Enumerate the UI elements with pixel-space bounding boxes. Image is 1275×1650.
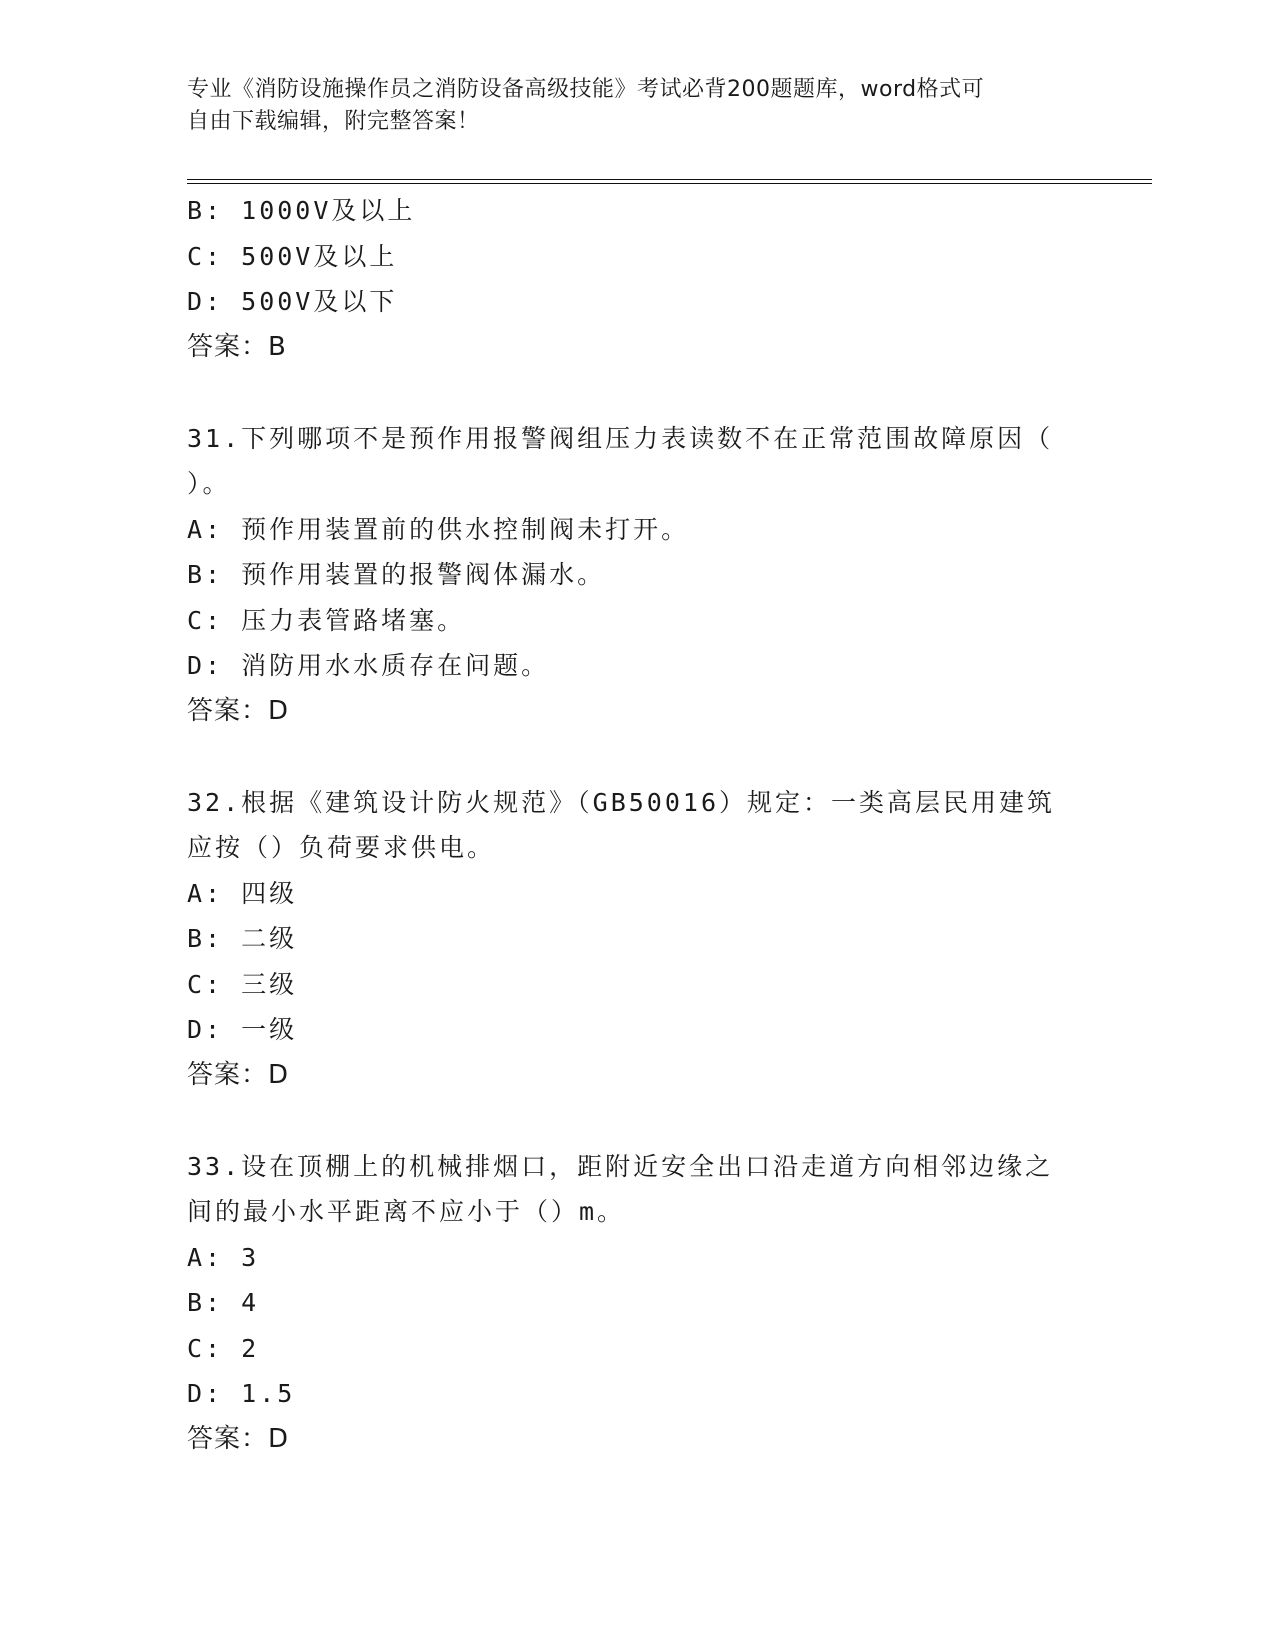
option-c: C: 三级 bbox=[187, 969, 298, 999]
question-text-line-2: 间的最小水平距离不应小于（）m。 bbox=[187, 1197, 626, 1226]
option-b: B: 1000V及以上 bbox=[187, 196, 416, 225]
option-b: B: 预作用装置的报警阀体漏水。 bbox=[187, 560, 606, 589]
option-d: D: 1.5 bbox=[187, 1379, 296, 1408]
header-divider-bottom bbox=[187, 183, 1152, 184]
option-c: C: 2 bbox=[187, 1333, 260, 1363]
answer-label: 答案：B bbox=[187, 331, 287, 362]
document-header bbox=[187, 74, 1067, 138]
question-text-line-2: 应按（）负荷要求供电。 bbox=[187, 833, 496, 862]
question-33 bbox=[187, 1144, 1087, 1463]
answer-label: 答案：D bbox=[187, 1423, 290, 1454]
question-text-line-2: ）。 bbox=[187, 469, 231, 498]
option-a: A: 预作用装置前的供水控制阀未打开。 bbox=[187, 514, 690, 544]
option-c: C: 压力表管路堵塞。 bbox=[187, 605, 466, 635]
header-divider-top bbox=[187, 179, 1152, 180]
option-a: A: 四级 bbox=[187, 878, 298, 908]
question-31 bbox=[187, 416, 1087, 735]
question-text-line-1: 33.设在顶棚上的机械排烟口，距附近安全出口沿走道方向相邻边缘之 bbox=[187, 1151, 1054, 1181]
header-title-line-2: 自由下载编辑，附完整答案！ bbox=[187, 109, 480, 134]
question-30-continued bbox=[187, 188, 1087, 370]
header-title-line-1: 专业《消防设施操作员之消防设备高级技能》考试必背200题题库，word格式可 bbox=[187, 77, 985, 102]
option-c: C: 500V及以上 bbox=[187, 241, 398, 271]
option-b: B: 4 bbox=[187, 1288, 260, 1317]
option-d: D: 500V及以下 bbox=[187, 287, 398, 316]
option-d: D: 消防用水水质存在问题。 bbox=[187, 651, 550, 680]
option-d: D: 一级 bbox=[187, 1015, 298, 1044]
answer-label: 答案：D bbox=[187, 1059, 290, 1090]
question-32 bbox=[187, 780, 1087, 1099]
question-list bbox=[187, 188, 1087, 1462]
answer-label: 答案：D bbox=[187, 695, 290, 726]
option-a: A: 3 bbox=[187, 1242, 260, 1272]
option-b: B: 二级 bbox=[187, 924, 298, 953]
question-text-line-1: 31.下列哪项不是预作用报警阀组压力表读数不在正常范围故障原因（ bbox=[187, 423, 1054, 453]
question-text-line-1: 32.根据《建筑设计防火规范》（GB50016）规定：一类高层民用建筑 bbox=[187, 787, 1056, 817]
